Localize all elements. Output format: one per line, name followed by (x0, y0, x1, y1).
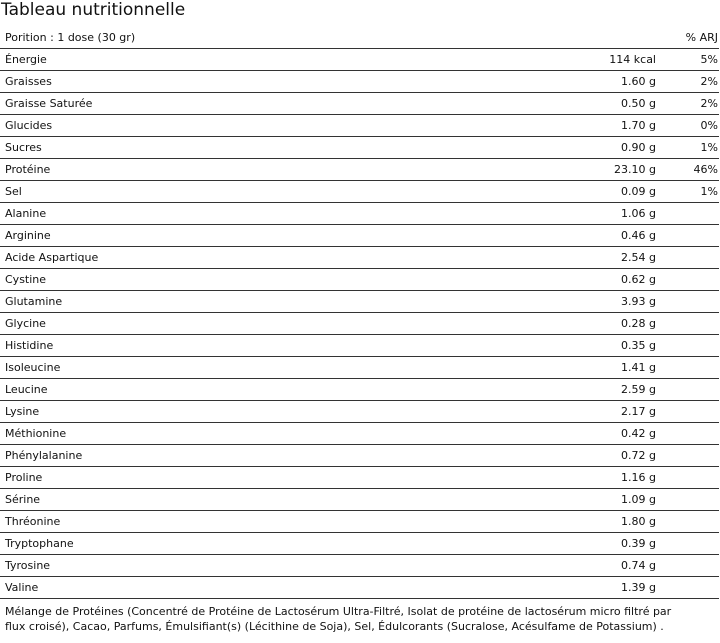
nutrient-arj-percent (660, 313, 719, 335)
table-row (0, 379, 719, 401)
nutrient-name: Glycine (0, 313, 540, 335)
nutrient-name: Tryptophane (0, 533, 540, 555)
nutrient-arj-percent (660, 269, 719, 291)
nutrient-arj-percent (660, 445, 719, 467)
table-row (0, 401, 719, 423)
table-row (0, 269, 719, 291)
nutrient-name: Énergie (0, 49, 540, 71)
nutrient-amount: 3.93 g (540, 291, 660, 313)
nutrient-amount: 2.59 g (540, 379, 660, 401)
nutrient-arj-percent: 2% (660, 93, 719, 115)
nutrient-amount: 0.90 g (540, 137, 660, 159)
nutrient-amount: 1.80 g (540, 511, 660, 533)
table-row (0, 511, 719, 533)
nutrient-arj-percent: 46% (660, 159, 719, 181)
page-title: Tableau nutritionnelle (1, 0, 186, 20)
nutrient-name: Thréonine (0, 511, 540, 533)
table-row (0, 49, 719, 71)
ingredients-text: Mélange de Protéines (Concentré de Protéine de Lactosérum Ultra-Filtré, Isolat de protéine de lactosérum micro filtré par flux croisé), Cacao, Parfums, Émulsifiant(s) (Lécithine de Soja), Sel, Édulcorants (Sucralose, Acésulfame de Potassium) . (5, 605, 672, 633)
nutrient-arj-percent (660, 423, 719, 445)
nutrient-arj-percent (660, 511, 719, 533)
nutrient-arj-percent (660, 555, 719, 577)
table-row (0, 313, 719, 335)
nutrient-amount: 0.39 g (540, 533, 660, 555)
nutrient-amount: 1.39 g (540, 577, 660, 599)
nutrient-amount: 0.72 g (540, 445, 660, 467)
nutrient-amount: 2.54 g (540, 247, 660, 269)
nutrient-name: Tyrosine (0, 555, 540, 577)
table-header-row (0, 26, 719, 49)
table-row (0, 445, 719, 467)
nutrition-rows (0, 49, 719, 599)
nutrient-amount: 0.09 g (540, 181, 660, 203)
nutrient-amount: 0.35 g (540, 335, 660, 357)
table-row (0, 247, 719, 269)
nutrient-amount: 0.28 g (540, 313, 660, 335)
nutrient-name: Glucides (0, 115, 540, 137)
nutrient-name: Arginine (0, 225, 540, 247)
table-row (0, 357, 719, 379)
table-row (0, 291, 719, 313)
nutrient-amount: 1.09 g (540, 489, 660, 511)
nutrient-name: Alanine (0, 203, 540, 225)
table-row (0, 335, 719, 357)
nutrient-name: Valine (0, 577, 540, 599)
nutrient-arj-percent (660, 291, 719, 313)
nutrient-amount: 0.50 g (540, 93, 660, 115)
nutrient-arj-percent: 1% (660, 137, 719, 159)
nutrient-arj-percent (660, 489, 719, 511)
nutrient-name: Histidine (0, 335, 540, 357)
nutrient-name: Sérine (0, 489, 540, 511)
nutrient-amount: 0.74 g (540, 555, 660, 577)
portion-header: Porition : 1 dose (30 gr) (0, 26, 540, 49)
nutrition-table (0, 26, 719, 599)
nutrient-arj-percent: 2% (660, 71, 719, 93)
nutrient-name: Glutamine (0, 291, 540, 313)
nutrient-name: Sucres (0, 137, 540, 159)
nutrient-arj-percent (660, 401, 719, 423)
nutrient-name: Cystine (0, 269, 540, 291)
nutrient-arj-percent (660, 335, 719, 357)
nutrient-arj-percent (660, 467, 719, 489)
table-row (0, 203, 719, 225)
table-row (0, 71, 719, 93)
nutrient-amount: 0.42 g (540, 423, 660, 445)
nutrient-amount: 2.17 g (540, 401, 660, 423)
table-row (0, 93, 719, 115)
table-row (0, 423, 719, 445)
nutrient-arj-percent (660, 379, 719, 401)
nutrient-name: Méthionine (0, 423, 540, 445)
table-row (0, 181, 719, 203)
nutrient-arj-percent (660, 203, 719, 225)
nutrient-name: Proline (0, 467, 540, 489)
nutrient-arj-percent: 1% (660, 181, 719, 203)
table-row (0, 533, 719, 555)
nutrient-arj-percent: 5% (660, 49, 719, 71)
nutrient-amount: 1.70 g (540, 115, 660, 137)
table-row (0, 577, 719, 599)
nutrient-name: Sel (0, 181, 540, 203)
nutrient-amount: 0.46 g (540, 225, 660, 247)
nutrient-name: Protéine (0, 159, 540, 181)
nutrient-amount: 1.60 g (540, 71, 660, 93)
nutrient-arj-percent (660, 247, 719, 269)
nutrient-arj-percent (660, 357, 719, 379)
nutrient-name: Graisses (0, 71, 540, 93)
table-row (0, 225, 719, 247)
nutrient-amount: 114 kcal (540, 49, 660, 71)
nutrient-name: Isoleucine (0, 357, 540, 379)
table-row (0, 489, 719, 511)
nutrient-name: Lysine (0, 401, 540, 423)
nutrient-name: Acide Aspartique (0, 247, 540, 269)
nutrient-name: Leucine (0, 379, 540, 401)
amount-header (540, 26, 660, 49)
nutrient-arj-percent (660, 533, 719, 555)
arj-header: % ARJ (660, 26, 719, 49)
nutrient-arj-percent: 0% (660, 115, 719, 137)
table-row (0, 159, 719, 181)
nutrient-arj-percent (660, 225, 719, 247)
nutrient-name: Graisse Saturée (0, 93, 540, 115)
nutrient-amount: 23.10 g (540, 159, 660, 181)
nutrient-amount: 1.06 g (540, 203, 660, 225)
nutrient-amount: 0.62 g (540, 269, 660, 291)
table-row (0, 555, 719, 577)
nutrient-name: Phénylalanine (0, 445, 540, 467)
table-row (0, 467, 719, 489)
nutrient-amount: 1.41 g (540, 357, 660, 379)
table-row (0, 137, 719, 159)
table-row (0, 115, 719, 137)
nutrient-amount: 1.16 g (540, 467, 660, 489)
nutrient-arj-percent (660, 577, 719, 599)
